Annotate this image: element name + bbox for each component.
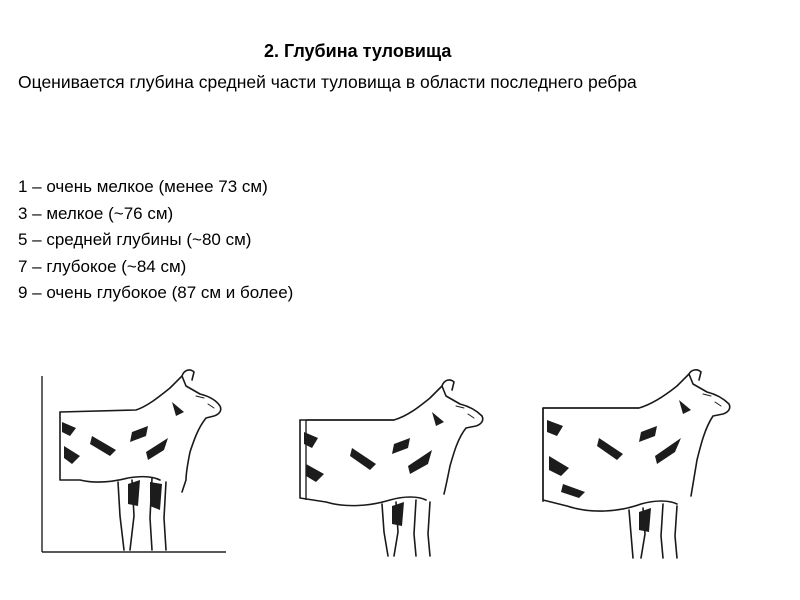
- scale-item-5: 5 – средней глубины (~80 см): [18, 230, 252, 249]
- cow-body: [543, 370, 730, 558]
- depth-scale-list: [18, 174, 293, 307]
- scale-item-7: 7 – глубокое (~84 см): [18, 256, 187, 276]
- cow-body: [300, 380, 483, 556]
- scale-item-3: 3 – мелкое (~76 см): [18, 203, 174, 223]
- page-title: 2. Глубина туловища: [264, 41, 452, 61]
- cow-body: [60, 370, 221, 550]
- cow-illustration-deep: [533, 372, 741, 560]
- scale-item-1: 1 – очень мелкое (менее 73 см): [18, 177, 268, 196]
- cow-illustration-shallow: [36, 366, 232, 556]
- page-description: Оценивается глубина средней части туловища в области последнего ребра: [18, 72, 637, 92]
- scale-item-9: 9 – очень глубокое (87 см и более): [18, 283, 294, 302]
- cow-illustration-medium: [290, 376, 496, 558]
